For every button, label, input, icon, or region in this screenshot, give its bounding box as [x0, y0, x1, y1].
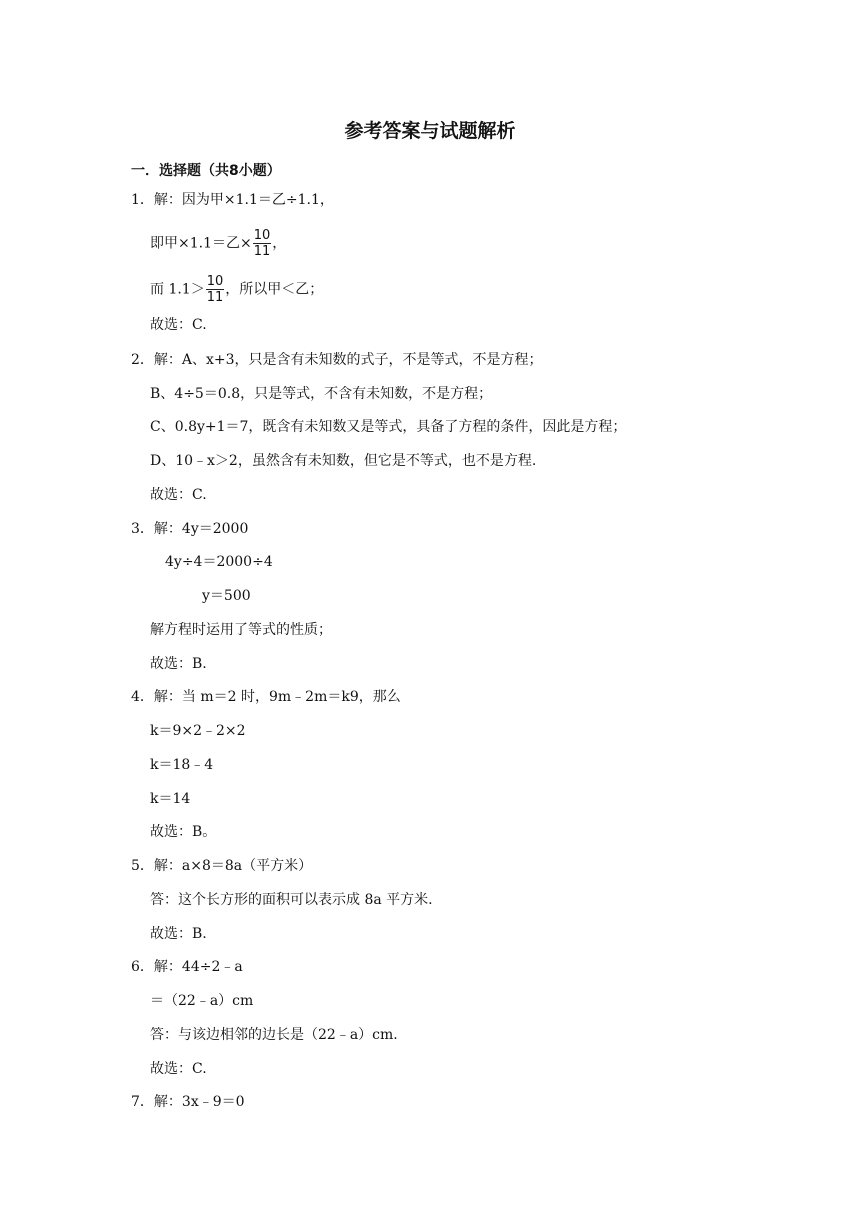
q3-line-3: y＝500 — [202, 588, 251, 604]
q7-line-1: 7．解：3x﹣9＝0 — [131, 1094, 245, 1110]
q2-line-3: C、0.8y+1＝7，既含有未知数又是等式，具备了方程的条件，因此是方程； — [150, 419, 627, 435]
fraction-denominator: 11 — [206, 290, 224, 305]
fraction-numerator: 10 — [206, 274, 224, 289]
q2-line-1: 2．解：A、x+3，只是含有未知数的式子，不是等式，不是方程； — [131, 352, 543, 368]
q3-line-4: 解方程时运用了等式的性质； — [150, 622, 332, 638]
page-title: 参考答案与试题解析 — [344, 120, 516, 142]
q1-line-3 — [150, 274, 323, 305]
q1-line-2 — [150, 228, 286, 259]
q2-line-4: D、10﹣x＞2，虽然含有未知数，但它是不等式，也不是方程. — [150, 453, 537, 469]
q4-line-3: k＝18﹣4 — [150, 757, 214, 773]
fraction-10-11 — [253, 228, 272, 259]
q5-line-2: 答：这个长方形的面积可以表示成 8a 平方米. — [150, 892, 433, 908]
q4-line-2: k＝9×2﹣2×2 — [150, 723, 246, 739]
q2-answer: 故选：C. — [150, 487, 207, 503]
q5-line-1: 5．解：a×8＝8a（平方米） — [131, 858, 313, 874]
q4-line-1: 4．解：当 m＝2 时，9m﹣2m＝k9，那么 — [131, 689, 401, 705]
section-heading: 一．选择题（共8小题） — [131, 163, 281, 179]
q1-line-3-post: ，所以甲＜乙； — [225, 281, 324, 298]
q2-line-2: B、4÷5＝0.8，只是等式，不含有未知数，不是方程； — [150, 386, 493, 402]
q1-line-1: 1．解：因为甲×1.1＝乙÷1.1， — [131, 192, 334, 208]
fraction-numerator: 10 — [253, 228, 271, 243]
q1-answer: 故选：C. — [150, 317, 207, 333]
q6-line-3: 答：与该边相邻的边长是（22﹣a）cm. — [150, 1027, 398, 1043]
q3-answer: 故选：B. — [150, 656, 207, 672]
q6-answer: 故选：C. — [150, 1061, 207, 1077]
q5-answer: 故选：B. — [150, 926, 207, 942]
q6-line-1: 6．解：44÷2﹣a — [131, 959, 243, 975]
fraction-denominator: 11 — [253, 244, 271, 259]
fraction-10-11 — [206, 274, 225, 305]
q4-line-4: k＝14 — [150, 791, 191, 807]
q1-line-2-pre: 即甲×1.1＝乙× — [150, 235, 252, 252]
q3-line-2: 4y÷4＝2000÷4 — [165, 554, 273, 570]
q4-answer: 故选：B。 — [150, 824, 217, 840]
q3-line-1: 3．解：4y＝2000 — [131, 521, 249, 537]
q1-line-3-pre: 而 1.1＞ — [150, 281, 205, 298]
q1-line-2-post: ， — [272, 235, 287, 252]
q6-line-2: ＝（22﹣a）cm — [150, 993, 254, 1009]
